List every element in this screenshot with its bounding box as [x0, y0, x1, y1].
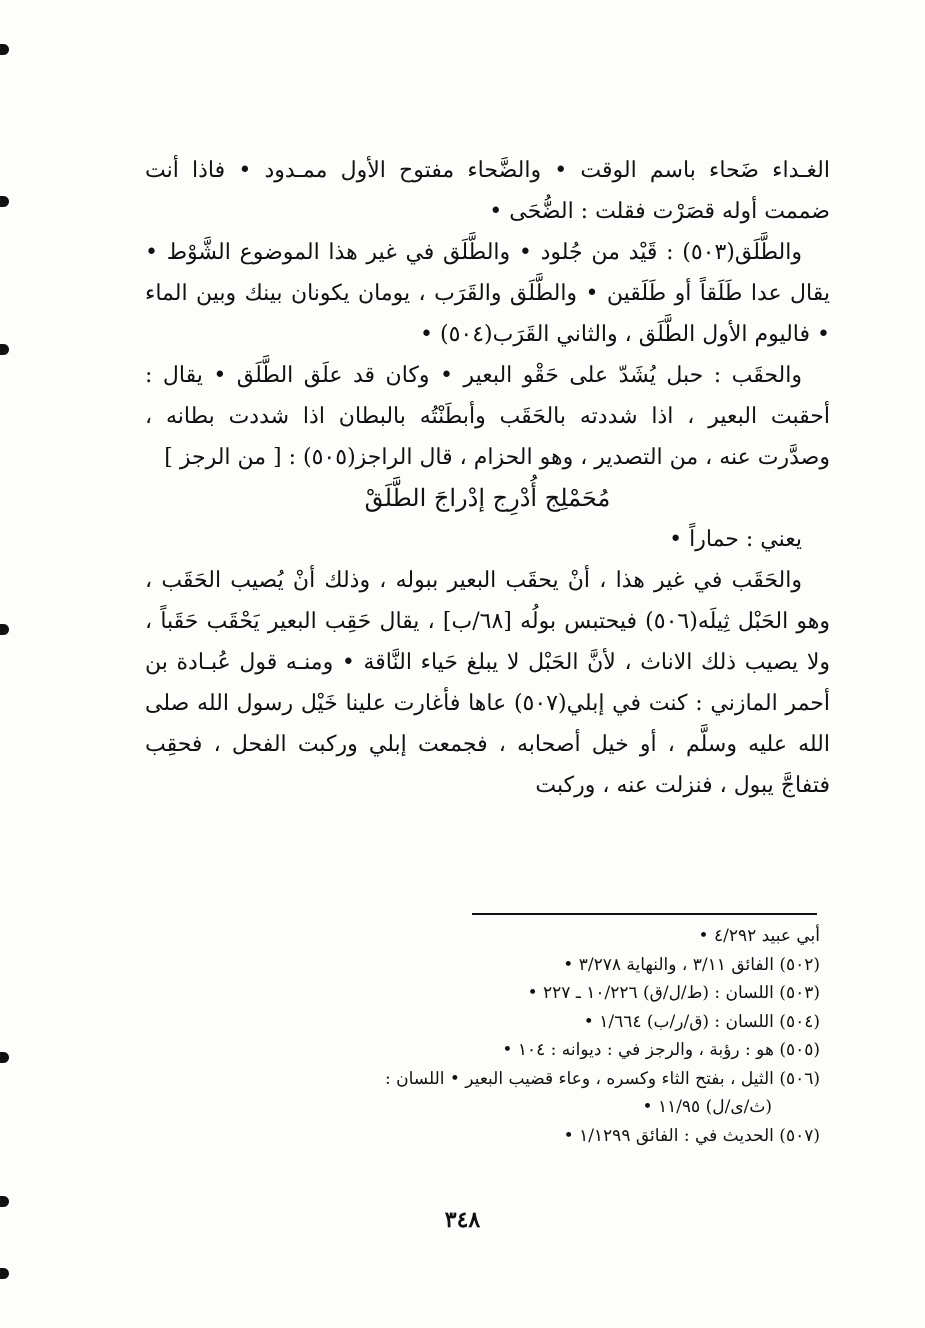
footnote-item: (٥٠٤) اللسان : (ق/ر/ب) ١/٦٦٤ • [583, 1011, 820, 1032]
main-text [145, 150, 830, 806]
footnotes [160, 922, 820, 1150]
paragraph-3: والحقَب : حبل يُشَدّ على حَقْو البعير • وكان قد علَق الطَّلَق • يقال : أحقبت البعير ، اذا شددته بالحَقَب وأبطَنْتُه بالبطان اذا شددت بطانه ، وصدَّرت عنه ، من التصدير ، وهو الحزام ، قال الراجز(٥٠٥) : [ من الرجز ] [145, 363, 830, 470]
footnote-separator [472, 913, 817, 915]
footnote-item: (٥٠٣) اللسان : (ط/ل/ق) ١٠/٢٢٦ ـ ٢٢٧ • [527, 983, 820, 1003]
footnote-item: (٥٠٧) الحديث في : الفائق ١/١٢٩٩ • [563, 1125, 820, 1146]
margin-mark [0, 1196, 9, 1207]
footnote-item: (٥٠٦) الثيل ، بفتح الثاء وكسره ، وعاء قضيب البعير • اللسان : [384, 1068, 820, 1089]
paragraph-1: الغـداء ضَحاء باسم الوقت • والضَّحاء مفتوح الأول ممـدود • فاذا أنت ضممت أوله قصَرْت فقلت : الضُّحَى • [145, 158, 830, 224]
page-number: ٣٤٨ [444, 1207, 481, 1233]
footnote-item: (٥٠٥) هو : رؤبة ، والرجز في : ديوانه : ١٠٤ • [502, 1040, 820, 1060]
margin-mark [0, 1268, 9, 1279]
margin-mark [0, 196, 9, 207]
paragraph-5: والحَقَب في غير هذا ، أنْ يحقَب البعير ببوله ، وذلك أنْ يُصيب الحَقَب ، وهو الحَبْل ثِيلَه(٥٠٦) فيحتبس بولُه [٦٨/ب] ، يقال حَقِب البعير يَحْقَب حَقَباً ، ولا يصيب ذلك الاناث ، لأنَّ الحَبْل لا يبلغ حَياء النَّاقة • ومنـه قول عُبـادة بن أحمر المازني : كنت في إبلي(٥٠٧) عاها فأغارت علينا خَيْل رسول الله صلى الله عليه وسلَّم ، أو خيل أصحابه ، فجمعت إبلي وركبت الفحل ، فحقِب فتفاجَّ يبول ، فنزلت عنه ، وركبت [145, 568, 830, 798]
verse-line: مُحَمْلِج أُدْرِج إدْراجَ الطَّلَقْ [364, 484, 611, 512]
footnote-item: (٥٠٢) الفائق ٣/١١ ، والنهاية ٣/٢٧٨ • [563, 954, 820, 975]
footnote-continuation: (ث/ى/ل) ١١/٩٥ • [642, 1097, 772, 1117]
margin-mark [0, 1052, 9, 1063]
margin-mark [0, 44, 9, 55]
margin-mark [0, 344, 9, 355]
paragraph-2: والطَّلَق(٥٠٣) : قَيْد من جُلود • والطَّلَق في غير هذا الموضوع الشَّوْط • يقال عدا طَلَقاً أو طَلَقين • والطَّلَق والقَرَب ، يومان يكونان بينك وبين الماء • فاليوم الأول الطَّلَق ، والثاني القَرَب(٥٠٤) • [145, 240, 830, 347]
footnote-item: أبي عبيد ٤/٢٩٢ • [698, 926, 820, 946]
paragraph-4: يعني : حماراً • [669, 527, 802, 552]
margin-mark [0, 624, 9, 635]
